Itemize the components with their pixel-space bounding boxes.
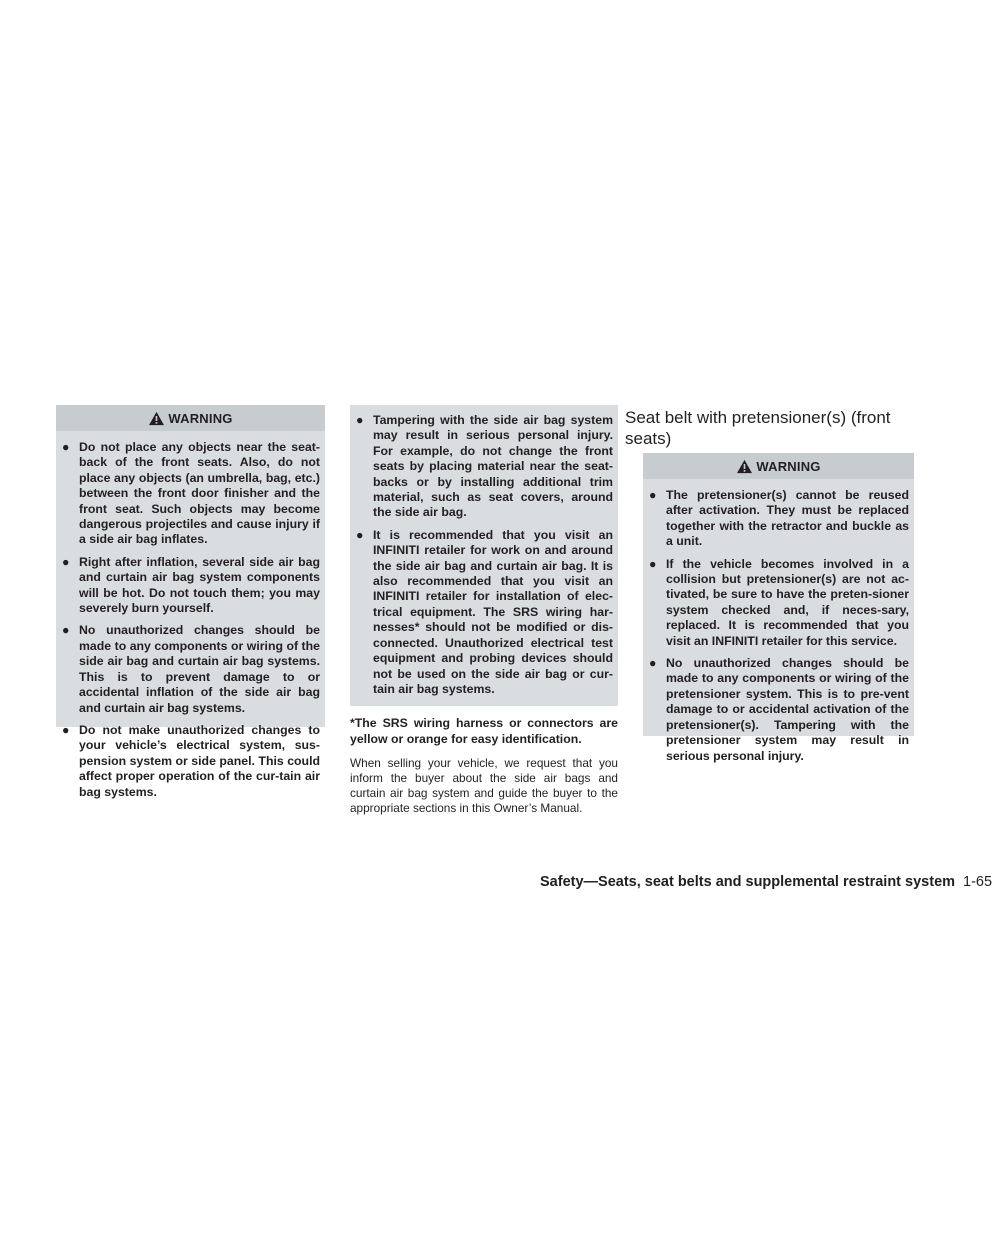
warning-item [649,656,909,764]
bullet: ● [356,527,364,542]
warning-item-text: The pretensioner(s) cannot be reused after activation. They must be replaced together with the retractor and buckle as a unit. [666,488,909,549]
warning-box-right [643,453,914,763]
bullet: ● [62,623,70,638]
warning-box-left [56,405,325,799]
warning-item [356,413,613,521]
warning-heading: WARNING [756,458,821,474]
body-paragraph: When selling your vehicle, we request that you inform the buyer about the side air bags and curtain air bag system and guide the buyer to the appropriate sections in this Owner’s Manual. [350,756,618,816]
warning-item-text: If the vehicle becomes involved in a collision but pretensioner(s) are not ac-tivated, be sure to have the preten-sioner system checked and, if neces-sary, replaced. It is recommended that you visit an INFINITI retailer for this service. [666,556,909,648]
bullet: ● [62,722,70,737]
warning-item [62,555,320,617]
warning-item [649,557,909,649]
warning-item-text: Do not make unauthorized changes to your vehicle’s electrical system, sus-pension system or side panel. This could affect proper operation of the cur-tain air bag systems. [79,722,320,799]
section-title: Seat belt with pretensioner(s) (front seats) [625,408,891,448]
bullet: ● [62,440,70,454]
srs-wiring-note: *The SRS wiring harness or connectors are yellow or orange for easy identification. [350,716,618,746]
warning-triangle-icon [736,459,753,474]
bullet: ● [62,554,70,569]
bullet: ● [649,556,657,571]
warning-item [649,488,909,550]
warning-item [62,723,320,800]
warning-item [356,528,613,697]
warning-triangle-icon [148,411,165,426]
warning-item [62,440,320,548]
footer-section-label: Safety—Seats, seat belts and supplemental restraint system [540,874,956,890]
warning-header [56,405,325,431]
bullet: ● [356,413,364,427]
warning-item-text: It is recommended that you visit an INFINITI retailer for work on and around the side air bag and curtain air bag. It is also recommended that you visit an INFINITI retailer for installation of elec-trical equipment. The SRS wiring har-nesses* should not be modified or dis-connected. Unauthorized electrical test equipment and probing devices should not be used on the side air bag or cur-tain air bag systems. [373,527,613,696]
warning-continuation-box [350,405,618,706]
warning-item [62,623,320,715]
page-footer [540,874,992,890]
page-number: 1-65 [963,874,992,890]
warning-heading: WARNING [168,410,233,426]
warning-header [643,453,914,479]
bullet: ● [649,488,657,502]
warning-item-text: Tampering with the side air bag system may result in serious personal injury. For example, do not change the front seats by placing material near the seat-backs or by installing additional trim material, such as seat covers, around the side air bag. [373,413,613,520]
warning-item-text: Do not place any objects near the seat-back of the front seats. Also, do not place any objects (an umbrella, bag, etc.) between the front door finisher and the front seat. Such objects may become dangerous projectiles and cause injury if a side air bag inflates. [79,440,320,547]
warning-item-text: No unauthorized changes should be made to any components or wiring of the side air bag and curtain air bag systems. This is to prevent damage to or accidental inflation of the side air bag and curtain air bag systems. [79,623,320,715]
warning-item-text: Right after inflation, several side air bag and curtain air bag system components will be hot. Do not touch them; you may severely burn yourself. [79,554,320,616]
middle-column [350,405,618,816]
bullet: ● [649,656,657,671]
warning-item-text: No unauthorized changes should be made to any components or wiring of the pretensioner system. This is to pre-vent damage to or accidental activation of the pretensioner(s). Tampering with the pretensioner system may result in serious personal injury. [666,656,909,763]
